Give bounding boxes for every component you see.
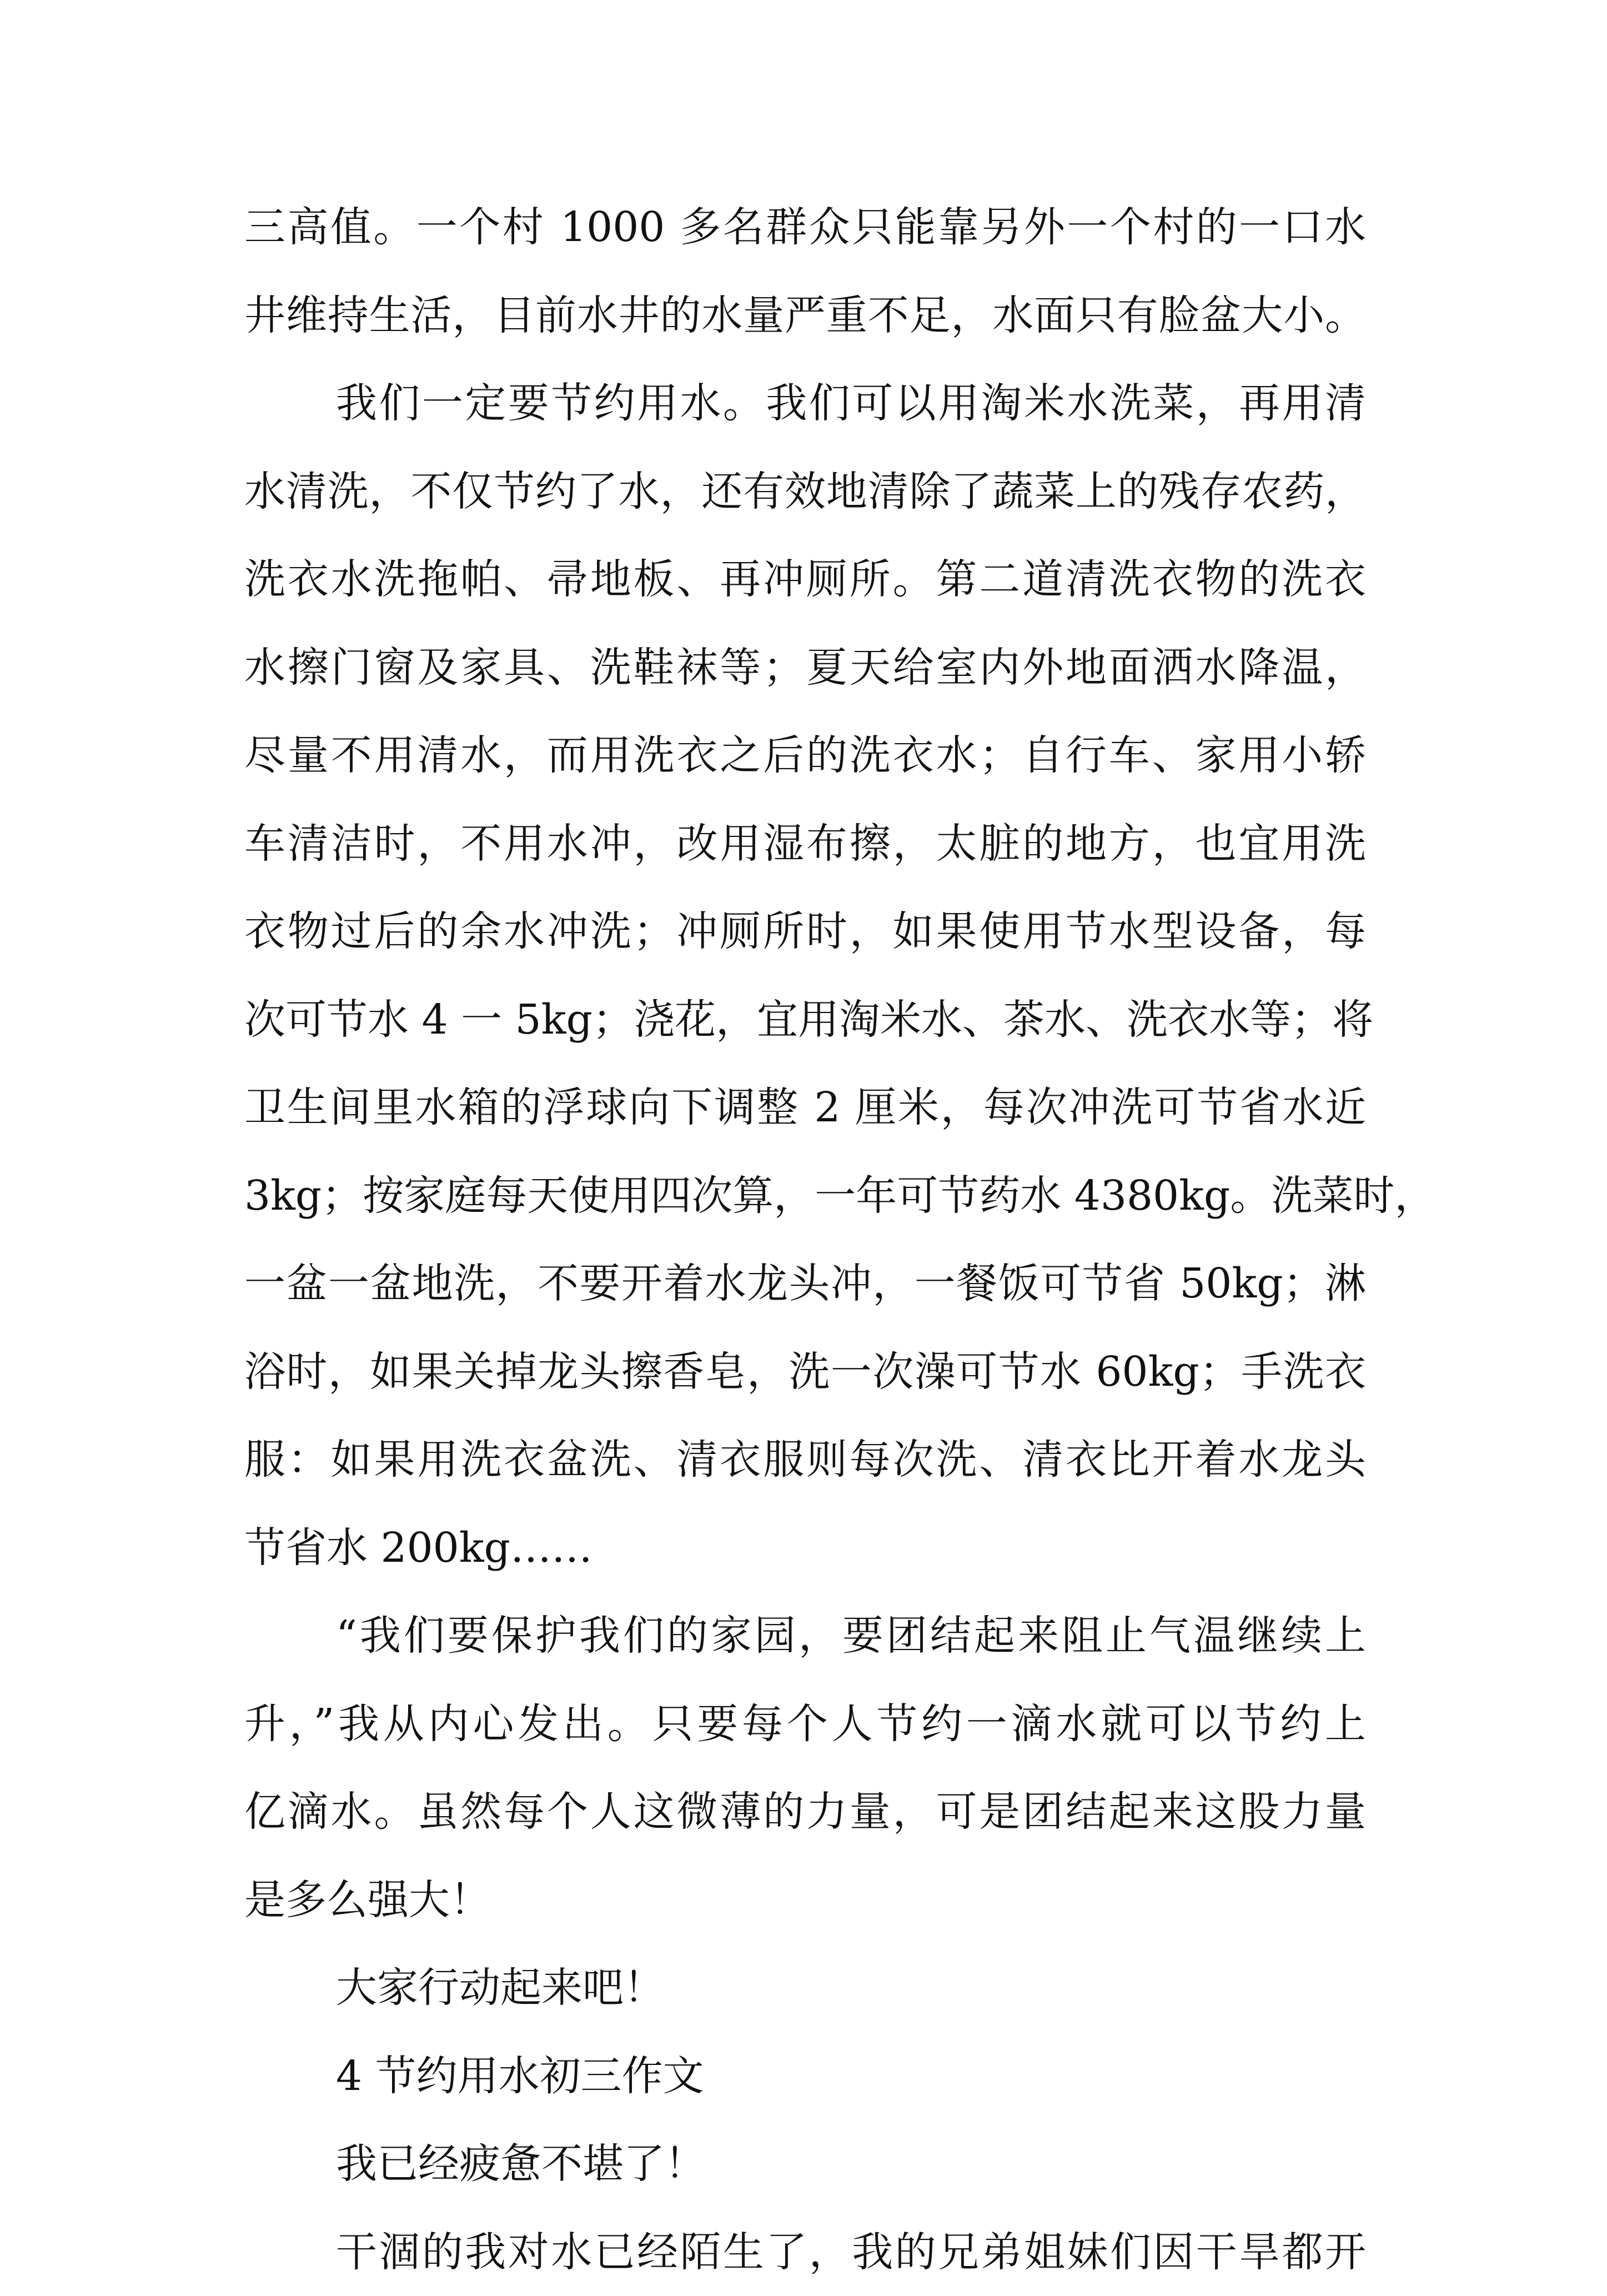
text-line: 车清洁时，不用水冲，改用湿布擦，太脏的地方，也宜用洗 <box>244 800 1366 888</box>
text-line: 干涸的我对水已经陌生了，我的兄弟姐妹们因干旱都开 <box>244 2208 1366 2296</box>
text-line: 卫生间里水箱的浮球向下调整 2 厘米，每次冲洗可节省水近 <box>244 1064 1366 1152</box>
text-line: 浴时，如果关掉龙头擦香皂，洗一次澡可节水 60kg；手洗衣 <box>244 1328 1366 1416</box>
section-heading: 4 节约用水初三作文 <box>244 2032 1366 2120</box>
text-line: 水擦门窗及家具、洗鞋袜等；夏天给室内外地面洒水降温， <box>244 624 1366 712</box>
text-line: 尽量不用清水，而用洗衣之后的洗衣水；自行车、家用小轿 <box>244 711 1366 800</box>
text-line: 一盆一盆地洗，不要开着水龙头冲，一餐饭可节省 50kg；淋 <box>244 1240 1366 1328</box>
text-line: 衣物过后的余水冲洗；冲厕所时，如果使用节水型设备，每 <box>244 888 1366 976</box>
text-line: 升，”我从内心发出。只要每个人节约一滴水就可以节约上 <box>244 1680 1366 1768</box>
text-line: 是多么强大！ <box>244 1856 1366 1944</box>
text-line: 三高值。一个村 1000 多名群众只能靠另外一个村的一口水 <box>244 183 1366 272</box>
text-line: 服：如果用洗衣盆洗、清衣服则每次洗、清衣比开着水龙头 <box>244 1416 1366 1504</box>
text-line: 我已经疲惫不堪了！ <box>244 2120 1366 2208</box>
text-line: 井维持生活，目前水井的水量严重不足，水面只有脸盆大小。 <box>244 272 1366 360</box>
text-line: 3kg；按家庭每天使用四次算，一年可节药水 4380kg。洗菜时， <box>244 1152 1366 1240</box>
text-line: 洗衣水洗拖帕、帚地板、再冲厕所。第二道清洗衣物的洗衣 <box>244 535 1366 624</box>
document-body <box>244 183 1366 2296</box>
text-line: 次可节水 4 一 5kg；浇花，宜用淘米水、茶水、洗衣水等；将 <box>244 976 1366 1064</box>
text-line: 水清洗，不仅节约了水，还有效地清除了蔬菜上的残存农药， <box>244 448 1366 536</box>
text-line: 亿滴水。虽然每个人这微薄的力量，可是团结起来这股力量 <box>244 1768 1366 1856</box>
text-line: “我们要保护我们的家园，要团结起来阻止气温继续上 <box>244 1592 1366 1680</box>
text-line: 我们一定要节约用水。我们可以用淘米水洗菜，再用清 <box>244 359 1366 448</box>
text-line: 节省水 200kg…… <box>244 1504 1366 1592</box>
text-line: 大家行动起来吧！ <box>244 1944 1366 2032</box>
